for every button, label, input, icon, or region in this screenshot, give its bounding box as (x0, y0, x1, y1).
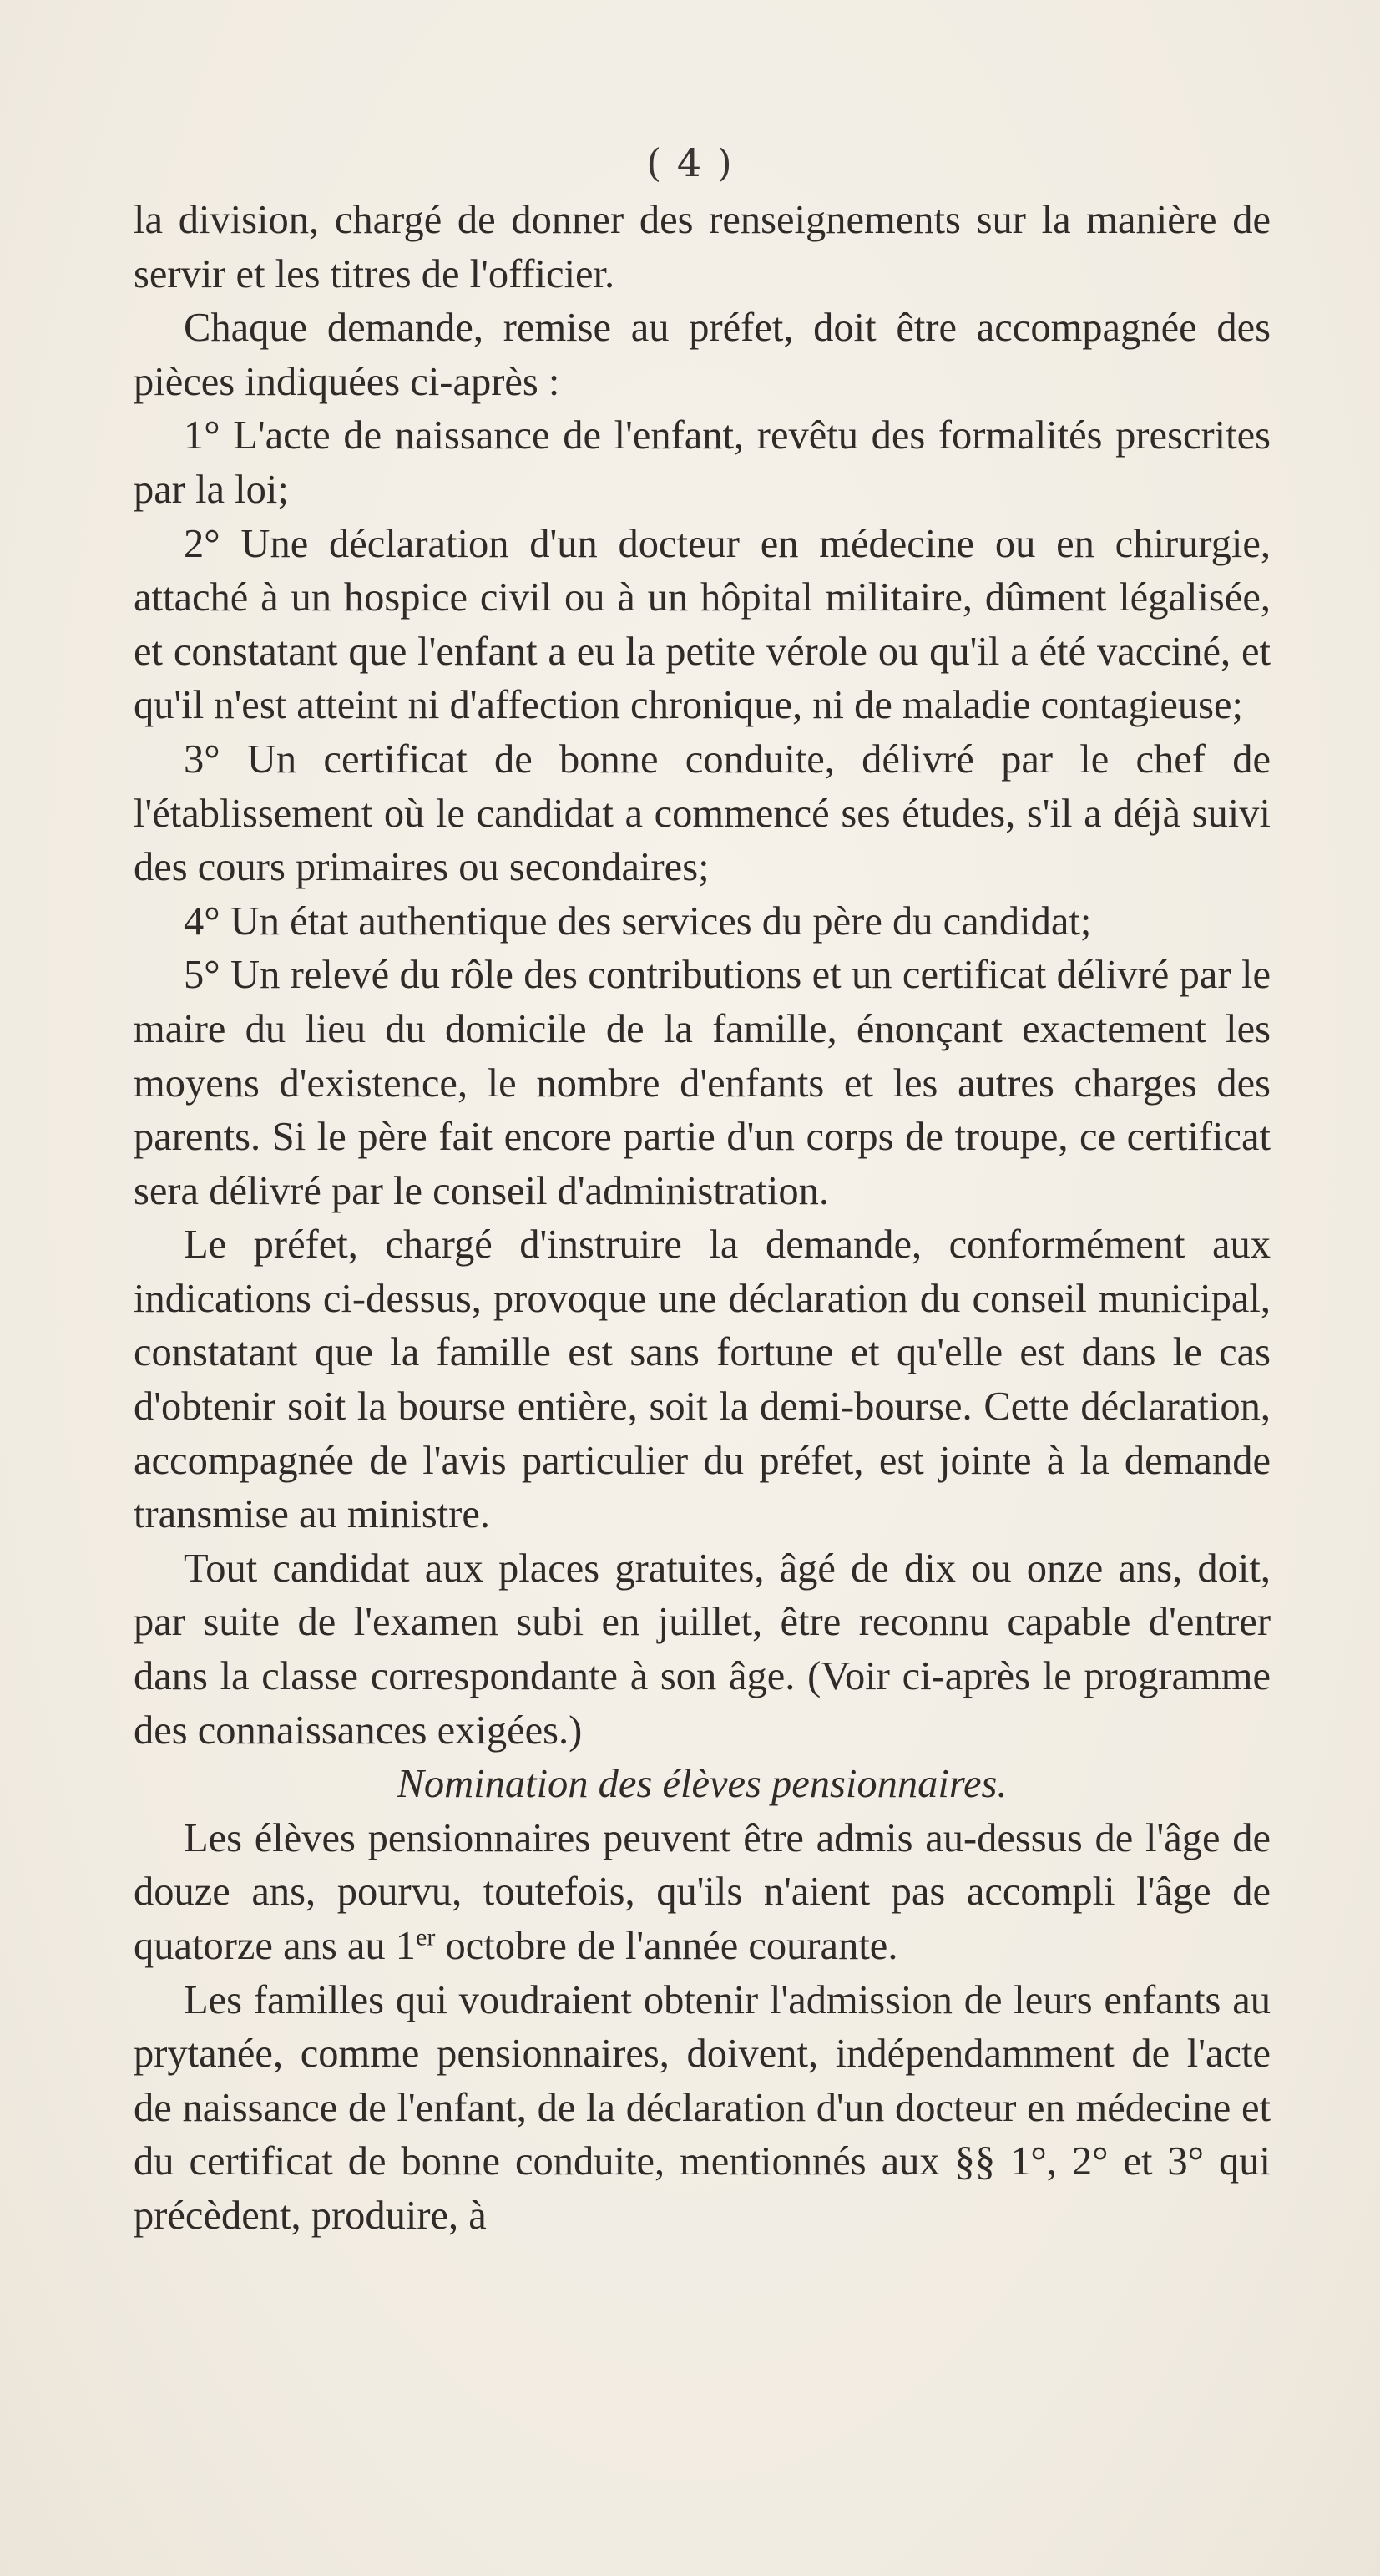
list-item-father-services: 4° Un état authentique des services du père du candidat; (184, 898, 1092, 944)
section-heading: Nomination des élèves pensionnaires. (397, 1762, 1008, 1807)
superscript-er: er (416, 1922, 436, 1951)
list-item-birth-certificate: 1° L'acte de naissance de l'enfant, revêtu des formalités prescrites par la loi; (134, 413, 1271, 512)
paragraph-boarders-age-text: Les élèves pensionnaires peuvent être admis au-dessus de l'âge de douze ans, pourvu, toutefois, qu'ils n'aient pas accompli l'âge de quatorze ans au 1 (134, 1815, 1271, 1968)
list-item-contributions-record: 5° Un relevé du rôle des contributions et un certificat délivré par le maire du lieu du domicile de la famille, énonçant exactement les moyens d'existence, le nombre d'enfants et les autres charges des parents. Si le père fait encore partie d'un corps de troupe, ce certificat sera délivré par le conseil d'administration. (134, 953, 1271, 1213)
paragraph-boarders-age-end: octobre de l'année courante. (435, 1924, 898, 1968)
paragraph-boarders-age (134, 1812, 1271, 1974)
paragraph-candidate-exam: Tout candidat aux places gratuites, âgé de dix ou onze ans, doit, par suite de l'examen subi en juillet, être reconnu capable d'entrer dans la classe correspondante à son âge. (Voir ci-après le programme des connaissances exigées.) (134, 1546, 1271, 1753)
list-item-medical-declaration: 2° Une déclaration d'un docteur en médecine ou en chirurgie, attaché à un hospice civil ou à un hôpital militaire, dûment légalisée, et constatant que l'enfant a eu la petite vérole ou qu'il a été vacciné, et qu'il n'est atteint ni d'affection chronique, ni de maladie contagieuse; (134, 521, 1271, 728)
body-text (134, 194, 1271, 2244)
paragraph-required-documents: Chaque demande, remise au préfet, doit être accompagnée des pièces indiquées ci-après : (134, 306, 1271, 404)
paragraph-prefect: Le préfet, chargé d'instruire la demande, conformément aux indications ci-dessus, provoque une déclaration du conseil municipal, constatant que la famille est sans fortune et qu'elle est dans le cas d'obtenir soit la bourse entière, soit la demi-bourse. Cette déclaration, accompagnée de l'avis particulier du préfet, est jointe à la demande transmise au ministre. (134, 1222, 1271, 1537)
list-item-conduct-certificate: 3° Un certificat de bonne conduite, délivré par le chef de l'établissement où le candidat a commencé ses études, s'il a déjà suivi des cours primaires ou secondaires; (134, 736, 1271, 890)
paragraph-continuation: la division, chargé de donner des renseignements sur la manière de servir et les titres de l'officier. (134, 198, 1271, 296)
paragraph-families-admission: Les familles qui voudraient obtenir l'admission de leurs enfants au prytanée, comme pensionnaires, doivent, indépendamment de l'acte de naissance de l'enfant, de la déclaration d'un docteur en médecine et du certificat de bonne conduite, mentionnés aux §§ 1°, 2° et 3° qui précèdent, produire, à (134, 1977, 1271, 2238)
page-number: ( 4 ) (646, 140, 734, 185)
